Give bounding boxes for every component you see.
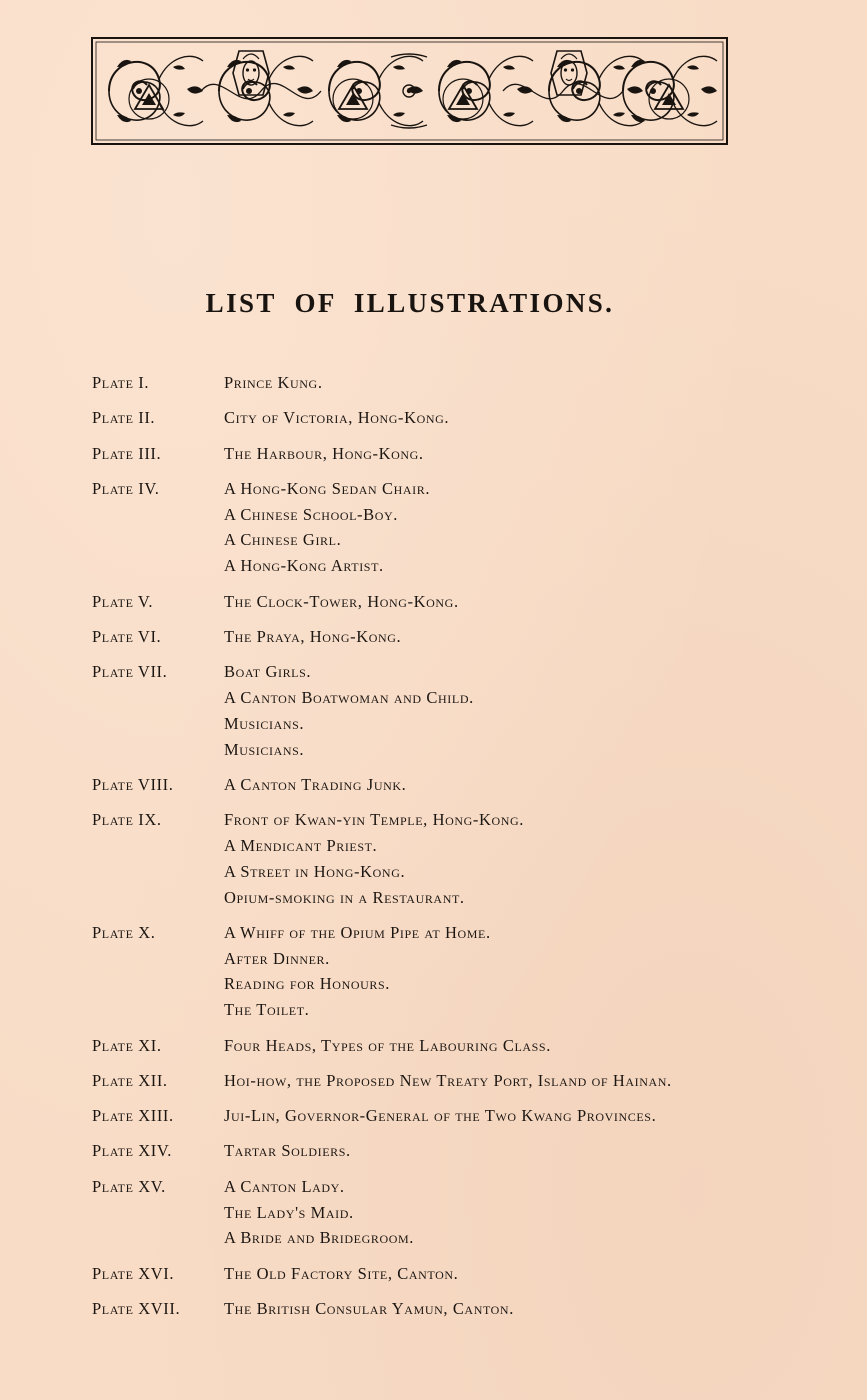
plate-captions xyxy=(224,1068,832,1094)
list-item xyxy=(92,370,832,396)
list-item xyxy=(92,1068,832,1094)
plate-caption: Reading for Honours. xyxy=(224,974,390,994)
plate-label: Plate I. xyxy=(92,373,150,392)
plate-label: Plate XV. xyxy=(92,1176,166,1196)
plate-captions xyxy=(224,1103,832,1129)
ornamental-headpiece-icon xyxy=(91,37,728,145)
plate-label: Plate IX. xyxy=(92,810,162,830)
plate-captions xyxy=(224,441,832,467)
plate-captions xyxy=(224,1138,832,1164)
plate-caption: A Canton Trading Junk. xyxy=(224,774,407,794)
plate-caption: Prince Kung. xyxy=(224,373,323,392)
plate-caption: The Lady's Maid. xyxy=(224,1202,354,1222)
plate-caption: City of Victoria, Hong-Kong. xyxy=(224,408,450,428)
plate-caption: Opium-smoking in a Restaurant. xyxy=(224,887,465,907)
plate-captions xyxy=(224,1033,832,1059)
list-item xyxy=(92,589,832,615)
plate-caption: Hoi-how, the Proposed New Treaty Port, Island of Hainan. xyxy=(224,1070,672,1090)
plate-captions xyxy=(224,1296,832,1322)
plate-captions xyxy=(224,659,832,762)
plate-caption: The British Consular Yamun, Canton. xyxy=(224,1298,514,1318)
plate-caption: Front of Kwan-yin Temple, Hong-Kong. xyxy=(224,810,525,830)
illustrations-list xyxy=(92,370,832,1331)
plate-caption: A Street in Hong-Kong. xyxy=(224,861,406,881)
list-item xyxy=(92,659,832,762)
plate-caption: Four Heads, Types of the Labouring Class. xyxy=(224,1035,551,1055)
plate-caption: A Hong-Kong Sedan Chair. xyxy=(224,478,431,498)
plate-captions xyxy=(224,920,832,1023)
plate-caption: After Dinner. xyxy=(224,948,330,968)
plate-label: Plate V. xyxy=(92,591,154,611)
plate-captions xyxy=(224,807,832,910)
plate-caption: Musicians. xyxy=(224,739,305,759)
plate-captions xyxy=(224,1174,832,1251)
plate-caption: The Praya, Hong-Kong. xyxy=(224,626,402,646)
list-item xyxy=(92,1261,832,1287)
plate-caption: A Chinese Girl. xyxy=(224,530,342,550)
page-title: LIST OF ILLUSTRATIONS. xyxy=(205,288,615,318)
plate-label: Plate VI. xyxy=(92,626,162,646)
plate-caption: A Bride and Bridegroom. xyxy=(224,1228,414,1248)
list-item xyxy=(92,441,832,467)
plate-caption: The Clock-Tower, Hong-Kong. xyxy=(224,591,459,611)
plate-captions xyxy=(224,624,832,650)
plate-label: Plate IV. xyxy=(92,478,160,498)
plate-label: Plate XIII. xyxy=(92,1106,174,1126)
list-item xyxy=(92,1174,832,1251)
plate-caption: A Mendicant Priest. xyxy=(224,835,378,855)
plate-captions xyxy=(224,772,832,798)
plate-label: Plate III. xyxy=(92,443,162,463)
list-item xyxy=(92,405,832,431)
plate-caption: Tartar Soldiers. xyxy=(224,1141,351,1161)
list-item xyxy=(92,1138,832,1164)
list-item xyxy=(92,624,832,650)
plate-captions xyxy=(224,370,832,396)
plate-label: Plate X. xyxy=(92,922,156,942)
plate-label: Plate XVI. xyxy=(92,1263,175,1283)
plate-caption: A Whiff of the Opium Pipe at Home. xyxy=(224,922,491,942)
list-item xyxy=(92,772,832,798)
plate-label: Plate XI. xyxy=(92,1035,162,1055)
list-item xyxy=(92,1296,832,1322)
plate-captions xyxy=(224,589,832,615)
plate-label: Plate XIV. xyxy=(92,1141,172,1161)
plate-label: Plate VIII. xyxy=(92,774,174,794)
plate-caption: The Toilet. xyxy=(224,1000,310,1020)
plate-captions xyxy=(224,476,832,579)
plate-captions xyxy=(224,1261,832,1287)
plate-captions xyxy=(224,405,832,431)
plate-caption: A Canton Lady. xyxy=(224,1176,345,1196)
list-item xyxy=(92,1103,832,1129)
plate-caption: The Harbour, Hong-Kong. xyxy=(224,443,424,463)
plate-label: Plate II. xyxy=(92,408,156,428)
plate-label: Plate XII. xyxy=(92,1070,168,1090)
list-item xyxy=(92,807,832,910)
plate-caption: Jui-Lin, Governor-General of the Two Kwang Provinces. xyxy=(224,1106,657,1126)
list-item xyxy=(92,1033,832,1059)
plate-label: Plate XVII. xyxy=(92,1298,181,1318)
plate-caption: A Canton Boatwoman and Child. xyxy=(224,687,474,707)
plate-caption: The Old Factory Site, Canton. xyxy=(224,1263,459,1283)
plate-caption: Musicians. xyxy=(224,713,305,733)
plate-caption: A Chinese School-Boy. xyxy=(224,504,398,524)
list-item xyxy=(92,920,832,1023)
plate-label: Plate VII. xyxy=(92,662,168,682)
plate-caption: A Hong-Kong Artist. xyxy=(224,556,384,576)
list-item xyxy=(92,476,832,579)
plate-caption: Boat Girls. xyxy=(224,662,312,682)
